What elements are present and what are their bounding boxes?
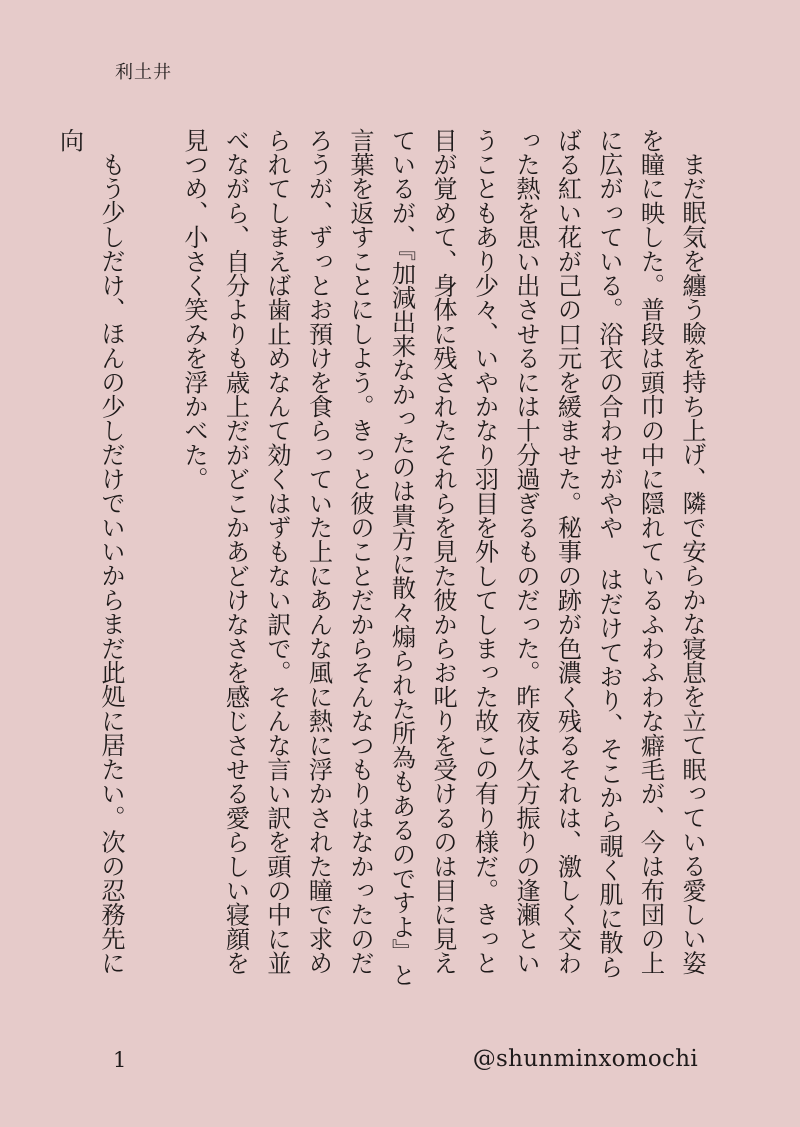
story-body — [55, 128, 712, 998]
page-title: 利土井 — [115, 62, 172, 83]
paragraph: まだ眠気を纏う瞼を持ち上げ、隣で安らかな寝息を立て眠っている愛しい姿を瞳に映した。普段は頭巾の中に隠れているふわふわな癖毛が、今は布団の上に広がっている。浴衣の合わせがやや はだけており、そこから覗く肌に散らばる紅い花が己の口元を緩ませた。秘事の跡が色濃く残るそれは、激しく交わった熱を思い出させるには十分過ぎるものだった。昨夜は久方振りの逢瀬ということもあり少々、いやかなり羽目を外してしまった故この有り様だ。きっと目が覚めて、身体に残されたそれらを見た彼からお叱りを受けるのは目に見えているが、『加減出来なかったのは貴方に散々煽られた所為もあるのですよ』と言葉を返すことにしよう。きっと彼のことだからそんなつもりはなかったのだろうが、ずっとお預けを食らっていた上にあんな風に熱に浮かされた瞳で求められてしまえば歯止めなんて効くはずもない訳で。そんな言い訳を頭の中に並べながら、自分よりも歳上だがどこかあどけなさを感じさせる愛らしい寝顔を見つめ、小さく笑みを浮かべた。 — [180, 128, 706, 988]
author-handle: @shunminxomochi — [472, 1046, 698, 1072]
paragraph: もう少しだけ、ほんの少しだけでいいからまだ此処に居たい。次の忍務先に向 — [55, 128, 125, 975]
page-number: 1 — [113, 1048, 127, 1072]
